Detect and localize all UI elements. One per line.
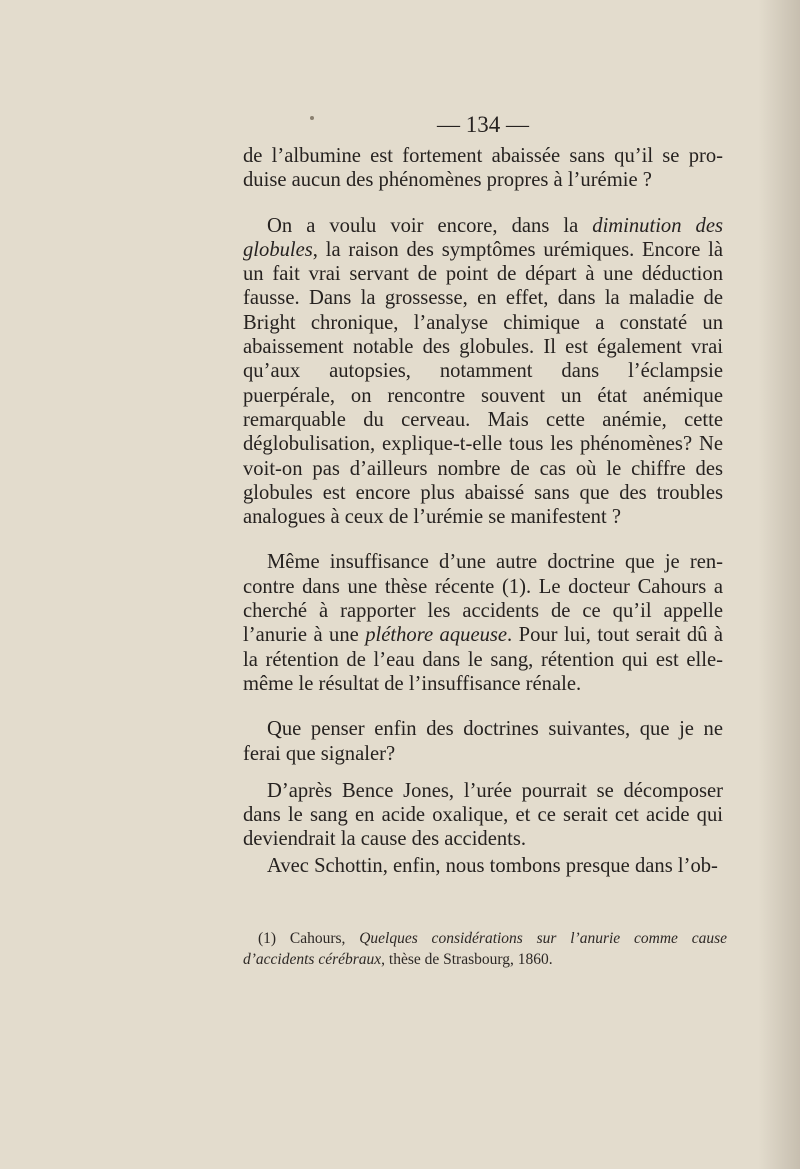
paragraph [243,550,723,696]
page-number: — 134 — [437,112,529,137]
footnote-text: , thèse de Strasbourg, 1860. [381,951,553,968]
footnote-text: (1) Cahours, [258,930,360,947]
text-run: D’après Bence Jones, l’urée pourrait se décomposer dans le sang en acide oxalique, et ce serait cet acide qui deviendrait la cause des accidents. [243,779,723,851]
paragraph [243,779,723,852]
italic-term: diminution des globules [243,214,723,261]
text-run: Que penser enfin des doctrines suivantes, que je ne ferai que signaler? [243,718,723,765]
text-run: . Pour lui, tout serait dû à la rétention de l’eau dans le sang, rétention qui est elle-même le résultat de l’insuffisance rénale. [243,624,724,695]
italic-term: pléthore aqueuse [365,624,508,647]
paragraph [243,144,723,193]
footnote-title: Quelques considérations sur l’anurie comme cause d’accidents cérébraux [243,930,727,968]
text-run: Même insuffisance d’une autre doctrine que je rencontre dans une thèse récente (1). Le docteur Cahours a cherché à rapporter les accidents de ce qu’il appelle l’anurie à une [243,551,723,647]
paragraph [243,214,723,530]
footnote [243,928,727,970]
paragraph [243,717,723,766]
text-run: Avec Schottin, enfin, nous tombons presque dans l’ob- [267,854,718,877]
body-text [243,144,723,878]
text-run: , la raison des symptômes urémiques. Encore là un fait vrai servant de point de départ à une déduction fausse. Dans la grossesse, en effet, dans la maladie de Bright chronique, l’analyse chimique a constaté un abaissement notable des globules. Il est également vrai qu’aux autopsies, notamment dans l’éclampsie puerpérale, on rencontre souvent un état anémique remarquable du cerveau. Mais cette anémie, cette déglobulisation, explique-t-elle tous les phénomènes? Ne voit-on pas d’ailleurs nombre de cas où le chiffre des globules est encore plus abaissé sans que des troubles analogues à ceux de l’urémie se manifestent ? [243,238,723,529]
text-run: de l’albumine est fortement abaissée sans qu’il se produise aucun des phénomènes propres à l’urémie ? [243,145,723,192]
page-edge-shadow [758,0,800,1169]
paragraph [243,854,723,878]
text-run: On a voulu voir encore, dans la [267,214,593,237]
